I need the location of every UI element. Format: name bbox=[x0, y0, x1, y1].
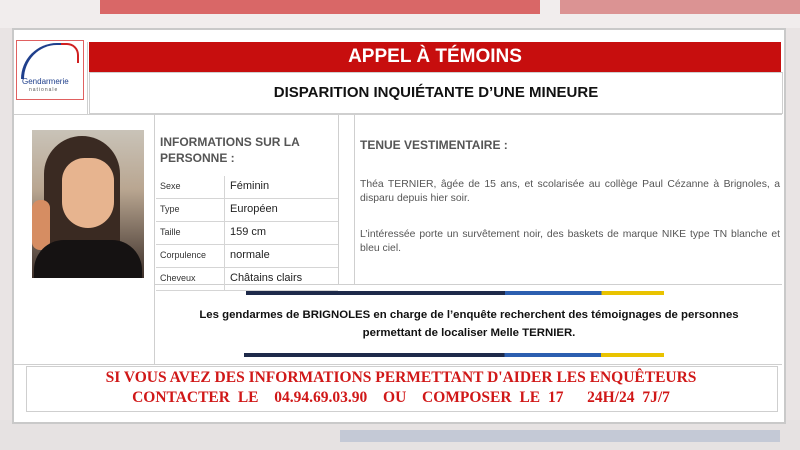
contact-line-1: SI VOUS AVEZ DES INFORMATIONS PERMETTANT D'AIDER LES ENQUÊTEURS bbox=[105, 369, 697, 386]
notice-line-2: permettant de localiser Melle TERNIER. bbox=[362, 327, 576, 339]
background-red-band bbox=[100, 0, 540, 14]
contact-text bbox=[26, 368, 776, 408]
attribute-label: Corpulence bbox=[160, 250, 207, 260]
tricolor-stripe-top bbox=[246, 291, 664, 295]
attribute-value: 159 cm bbox=[230, 226, 267, 238]
attribute-table bbox=[156, 176, 338, 291]
missing-person-photo bbox=[32, 130, 144, 278]
cell-divider bbox=[224, 245, 225, 267]
info-heading: INFORMATIONS SUR LA PERSONNE : bbox=[160, 135, 300, 165]
attribute-row bbox=[156, 245, 338, 268]
clothing-heading: TENUE VESTIMENTAIRE : bbox=[360, 138, 508, 152]
grid-line bbox=[14, 364, 782, 365]
attribute-value: Féminin bbox=[230, 180, 270, 192]
attribute-row bbox=[156, 176, 338, 199]
attribute-label: Sexe bbox=[160, 181, 181, 191]
contact-line-2: CONTACTER LE 04.94.69.03.90 OU COMPOSER LE 17 24H/24 7J/7 bbox=[132, 389, 670, 406]
background-footer-blur bbox=[0, 420, 800, 450]
attribute-row bbox=[156, 222, 338, 245]
photo-clothing bbox=[34, 240, 142, 278]
tricolor-stripe-bottom bbox=[244, 353, 664, 357]
attribute-value: Châtains clairs bbox=[230, 272, 303, 284]
cell-divider bbox=[224, 199, 225, 221]
cell-divider bbox=[224, 222, 225, 244]
cell-divider bbox=[224, 268, 225, 290]
attribute-label: Type bbox=[160, 204, 180, 214]
grid-line bbox=[87, 42, 88, 114]
grid-line bbox=[338, 114, 339, 284]
grid-line bbox=[354, 114, 355, 284]
attribute-label: Cheveux bbox=[160, 273, 196, 283]
grid-line bbox=[14, 114, 782, 115]
notice-line-1: Les gendarmes de BRIGNOLES en charge de l’enquête recherchent des témoignages de personnes bbox=[199, 309, 739, 321]
cell-divider bbox=[224, 176, 225, 198]
logo-arc-blue bbox=[21, 43, 66, 79]
attribute-row bbox=[156, 199, 338, 222]
gendarmerie-logo bbox=[16, 40, 84, 100]
photo-face bbox=[62, 158, 114, 228]
description-paragraph: Théa TERNIER, âgée de 15 ans, et scolarisée au collège Paul Cézanne à Brignoles, a disparu depuis hier soir. bbox=[360, 179, 780, 204]
clothing-paragraph: L’intéressée porte un survêtement noir, des baskets de marque NIKE type TN blanche et bleu ciel. bbox=[360, 229, 780, 254]
logo-tagline: nationale bbox=[29, 87, 59, 93]
poster-title: APPEL À TÉMOINS bbox=[89, 42, 781, 72]
background-red-band-right bbox=[560, 0, 800, 14]
attribute-row bbox=[156, 268, 338, 291]
attribute-label: Taille bbox=[160, 227, 181, 237]
attribute-value: Européen bbox=[230, 203, 278, 215]
photo-hand bbox=[32, 200, 50, 250]
grid-line bbox=[154, 114, 155, 364]
attribute-value: normale bbox=[230, 249, 270, 261]
poster-subtitle: DISPARITION INQUIÉTANTE D’UNE MINEURE bbox=[89, 72, 783, 114]
background-blue-band bbox=[340, 430, 780, 442]
logo-name: Gendarmerie bbox=[22, 77, 69, 86]
missing-person-poster bbox=[12, 28, 786, 424]
investigation-notice bbox=[164, 306, 774, 342]
background-header-blur bbox=[0, 0, 800, 28]
logo-arc-red bbox=[61, 43, 79, 63]
